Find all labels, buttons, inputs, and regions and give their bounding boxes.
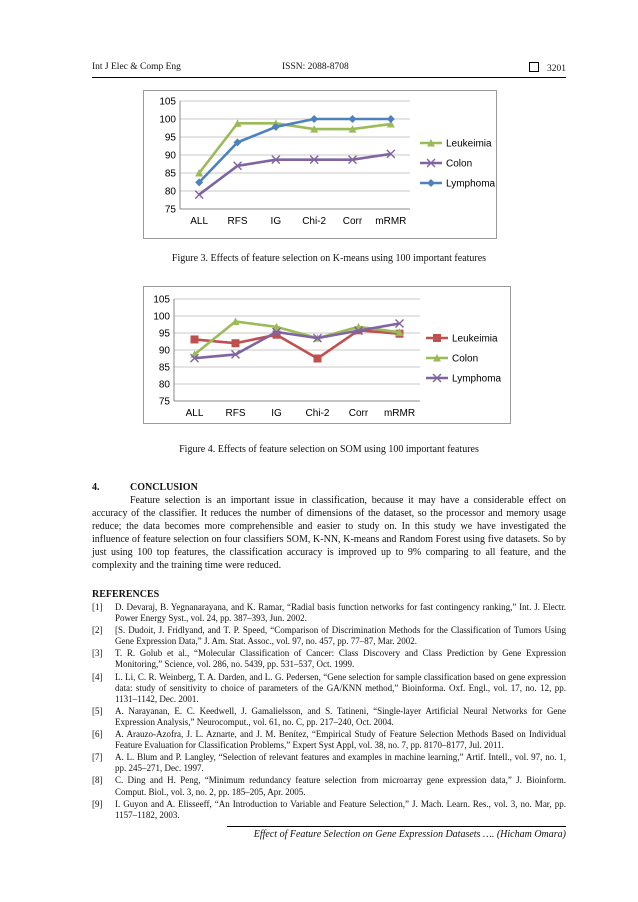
page-footer: Effect of Feature Selection on Gene Expression Datasets …. (Hicham Omara): [253, 829, 566, 840]
legend-label: Leukeimia: [446, 138, 492, 150]
square-marker: [232, 339, 240, 347]
page-header: [92, 62, 566, 76]
legend-entry: [420, 179, 496, 190]
y-tick-label: 105: [159, 96, 176, 108]
diamond-marker: [310, 115, 318, 123]
series-leukeimia: [195, 119, 395, 176]
reference-text: L. Li, C. R. Weinberg, T. A. Darden, and L. G. Pedersen, “Gene selection for sample classification based on gene expression data: study of sensitivity to choice of parameters of the GA/KNN method,” Bioinforma. Oxf. Engl., vol. 17, no. 12, pp. 1131–1142, Dec. 2001.: [115, 671, 566, 704]
square-marker: [191, 335, 199, 343]
series-colon: [191, 317, 404, 357]
reference-number: [1]: [92, 602, 103, 612]
reference-text: A. Narayanan, E. C. Keedwell, J. Gamalielsson, and S. Tatineni, “Single-layer Artificial Neural Networks for Gene Expression Analysis,” Neurocomput., vol. 61, no. C, pp. 217–240, Oct. 2004.: [115, 705, 566, 727]
y-tick-label: 90: [158, 345, 170, 357]
page-number: 3201: [547, 64, 566, 74]
x-tick-label: ALL: [185, 408, 204, 419]
x-marker: [195, 191, 203, 199]
y-tick-label: 95: [164, 132, 176, 144]
issn: ISSN: 2088-8708: [282, 62, 349, 72]
x-tick-label: RFS: [227, 216, 248, 227]
gridlines: [174, 299, 420, 401]
reference-item: [92, 672, 566, 705]
page-number-group: [529, 62, 566, 74]
reference-text: D. Devaraj, B. Yegnanarayana, and K. Ramar, “Radial basis function networks for fast contingency ranking,” Int. J. Electr. Power Energy Syst., vol. 24, pp. 387–393, Jun. 2002.: [115, 602, 566, 624]
y-tick-label: 80: [164, 186, 176, 198]
figure-3-chart: [143, 90, 497, 239]
section-title: CONCLUSION: [130, 482, 198, 493]
reference-item: [92, 648, 566, 670]
reference-item: [92, 752, 566, 774]
legend-entry: [426, 354, 478, 365]
reference-item: [92, 729, 566, 751]
x-tick-label: RFS: [225, 408, 246, 419]
checkbox-square-icon: [529, 62, 539, 72]
x-tick-label: mRMR: [375, 216, 407, 227]
y-tick-label: 85: [158, 362, 170, 374]
y-tick-label: 75: [164, 204, 176, 216]
legend-entry: [420, 159, 472, 170]
x-tick-label: IG: [271, 408, 282, 419]
diamond-marker: [349, 115, 357, 123]
square-marker: [314, 355, 322, 363]
reference-number: [6]: [92, 729, 103, 740]
y-tick-label: 75: [158, 396, 170, 408]
series-line: [199, 123, 391, 173]
y-tick-label: 105: [153, 294, 170, 306]
y-tick-label: 100: [153, 311, 170, 323]
legend-entry: [426, 334, 498, 345]
y-tick-label: 100: [159, 114, 176, 126]
reference-item: [92, 775, 566, 797]
series-line: [195, 321, 400, 354]
legend-entry: [426, 374, 502, 385]
legend-label: Leukeimia: [452, 333, 498, 345]
footer-rule: [227, 826, 566, 827]
section-number: 4.: [92, 482, 100, 493]
legend-label: Lymphoma: [446, 178, 496, 190]
reference-text: A. L. Blum and P. Langley, “Selection of relevant features and examples in machine learning,” Artif. Intell., vol. 97, no. 1, pp. 245–271, Dec. 1997.: [115, 752, 566, 774]
section-heading: [92, 482, 198, 493]
references-list: [92, 602, 566, 822]
reference-number: [9]: [92, 798, 103, 809]
y-tick-label: 85: [164, 168, 176, 180]
reference-item: [92, 706, 566, 728]
y-tick-label: 95: [158, 328, 170, 340]
reference-item: [92, 602, 566, 624]
reference-number: [2]: [92, 625, 103, 636]
diamond-marker: [387, 115, 395, 123]
reference-text: I. Guyon and A. Elisseeff, “An Introduction to Variable and Feature Selection,” J. Mach. Learn. Res., vol. 3, no. Mar, pp. 1157–1182, 2003.: [115, 798, 566, 820]
reference-text: C. Ding and H. Peng, “Minimum redundancy feature selection from microarray gene expression data,” J. Bioinform. Comput. Biol., vol. 3, no. 2, pp. 185–205, Apr. 2005.: [115, 775, 566, 797]
x-tick-label: IG: [270, 216, 282, 227]
x-tick-label: Corr: [342, 216, 363, 227]
reference-item: [92, 625, 566, 647]
figure-4-caption: Figure 4. Effects of feature selection on SOM using 100 important features: [179, 444, 479, 455]
x-tick-label: mRMR: [383, 408, 416, 419]
x-tick-label: Chi-2: [305, 408, 330, 419]
figure-4-svg: [144, 287, 510, 423]
reference-text: [S. Dudoit, J. Fridlyand, and T. P. Speed, “Comparison of Discrimination Methods for the Classification of Tumors Using Gene Expression Data,” J. Am. Stat. Assoc., vol. 97, no. 457, pp. 77–87, Mar. 2002.: [115, 625, 566, 647]
legend-label: Colon: [452, 353, 479, 365]
x-tick-label: Chi-2: [302, 216, 327, 227]
conclusion-paragraph: Feature selection is an important issue in classification, because it may have a considerable effect on accuracy of the classifier. It reduces the number of dimensions of the dataset, so the processor and memory usage reduce; the data becomes more comprehensible and easier to study on. In this study we have investigated the influence of feature selection on four classifiers SOM, K-NN, K-means and Random Forest using five datasets. So by just using 100 top features, the classification accuracy is improved up to 9% comparing to all feature, and the complexity and the training time were reduced.: [92, 495, 566, 572]
legend-label: Colon: [446, 158, 473, 170]
legend-entry: [420, 139, 492, 150]
reference-item: [92, 799, 566, 821]
x-tick-label: Corr: [348, 408, 369, 419]
reference-number: [3]: [92, 648, 103, 659]
figure-3-svg: [144, 91, 496, 238]
reference-number: [5]: [92, 705, 103, 716]
square-marker: [433, 334, 441, 342]
y-tick-label: 90: [164, 150, 176, 162]
legend-label: Lymphoma: [452, 373, 502, 385]
reference-text: T. R. Golub et al., “Molecular Classification of Cancer: Class Discovery and Class Prediction by Gene Expression Monitoring,” Science, vol. 286, no. 5439, pp. 531–537, Oct. 1999.: [115, 648, 566, 670]
y-tick-label: 80: [158, 379, 170, 391]
figure-4-chart: [143, 286, 511, 424]
reference-number: [4]: [92, 671, 103, 682]
series-line: [199, 154, 391, 195]
reference-number: [8]: [92, 775, 103, 786]
reference-text: A. Arauzo-Azofra, J. L. Aznarte, and J. M. Benítez, “Empirical Study of Feature Selection Methods Based on Individual Feature Evaluation for Classification Problems,” Expert Syst Appl, vol. 38, no. 7, pp. 8170–8177, Jul. 2011.: [115, 729, 566, 751]
header-rule: [92, 77, 566, 78]
diamond-marker: [427, 179, 435, 187]
journal-name: Int J Elec & Comp Eng: [92, 62, 181, 72]
x-tick-label: ALL: [190, 216, 209, 227]
figure-3-caption: Figure 3. Effects of feature selection on K-means using 100 important features: [171, 253, 487, 264]
reference-number: [7]: [92, 752, 103, 763]
references-heading: REFERENCES: [92, 589, 160, 600]
